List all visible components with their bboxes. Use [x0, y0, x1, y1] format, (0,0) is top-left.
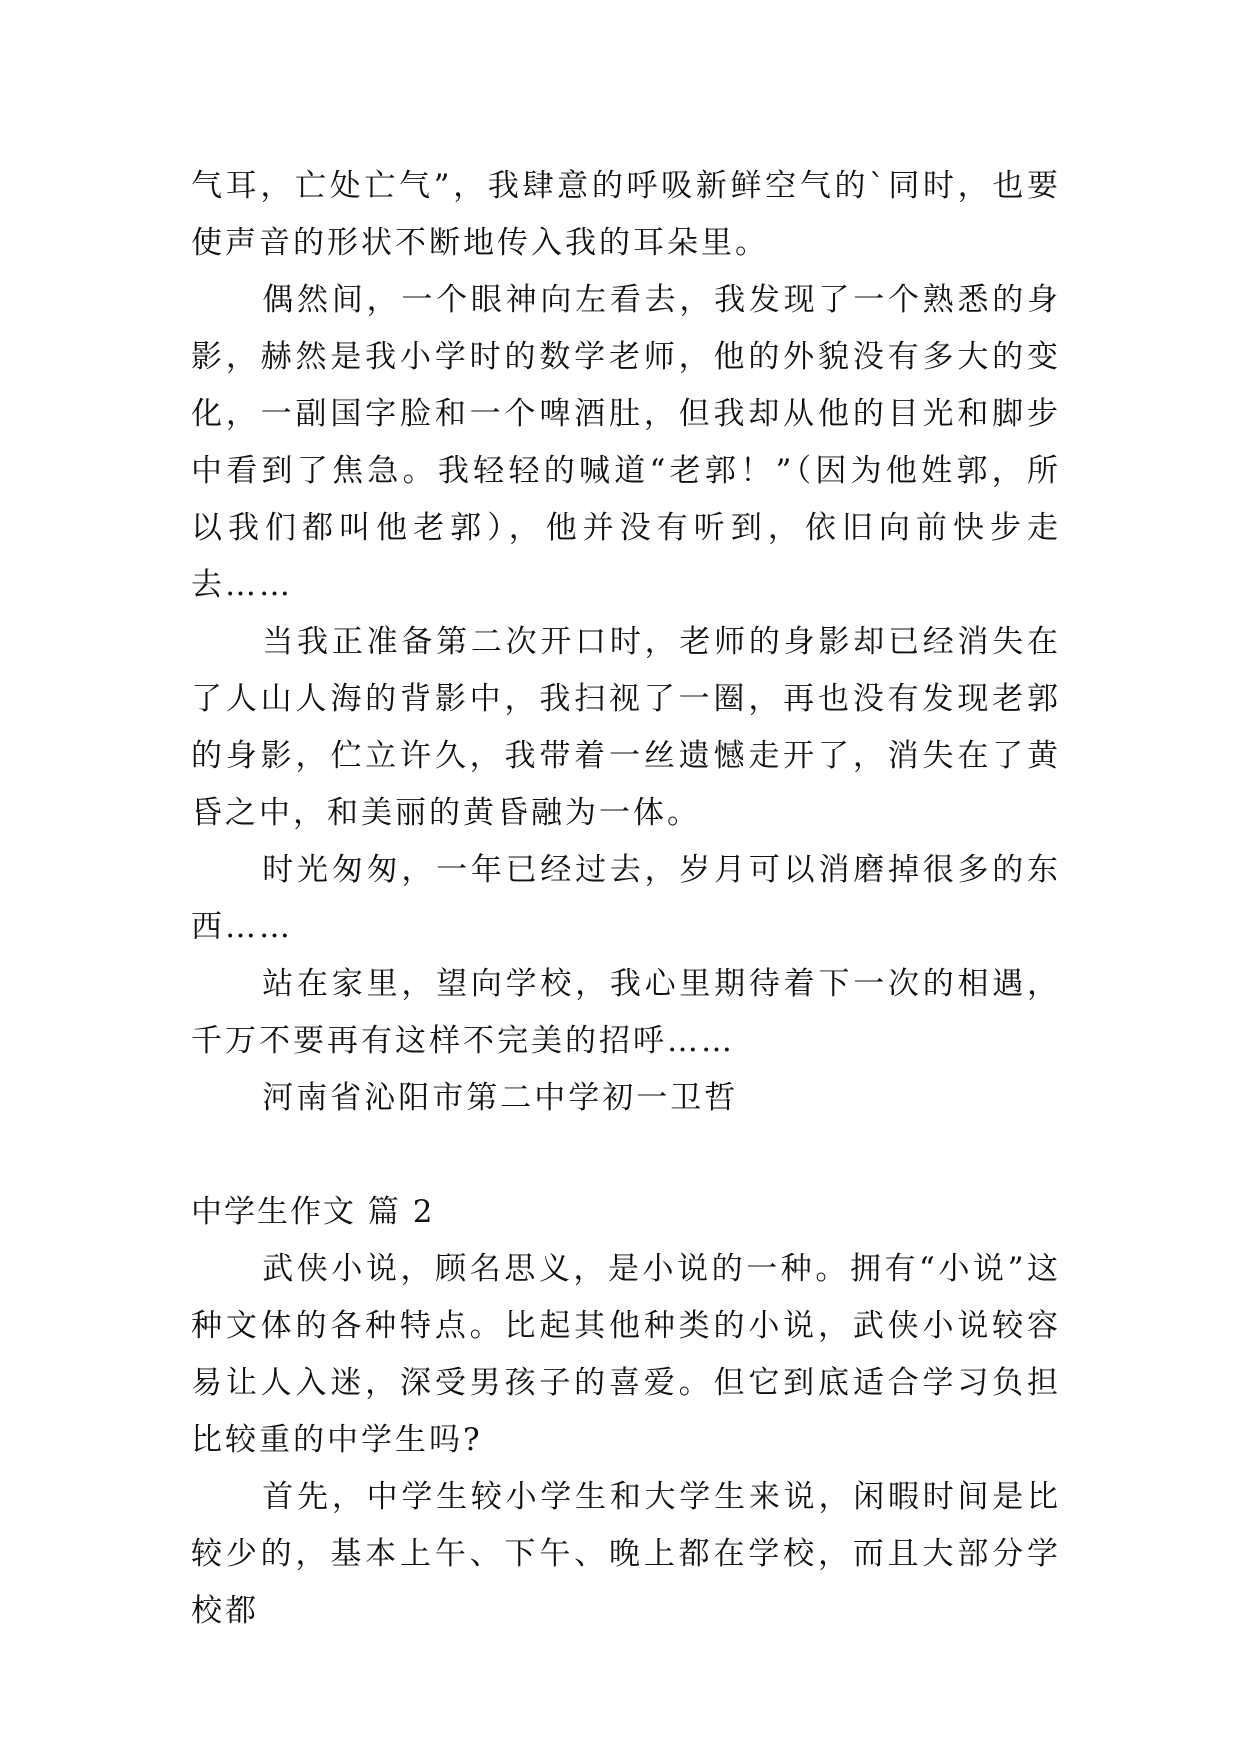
paragraph: 当我正准备第二次开口时，老师的身影却已经消失在了人山人海的背影中，我扫视了一圈，再也没有发现老郭的身影，伫立许久，我带着一丝遗憾走开了，消失在了黄昏之中，和美丽的黄昏融为一体。: [191, 624, 1061, 831]
author-signature: 河南省沁阳市第二中学初一卫哲: [262, 1080, 739, 1116]
paragraph-continuation: 气耳，亡处亡气”，我肆意的呼吸新鲜空气的`同时，也要使声音的形状不断地传入我的耳朵里。: [191, 168, 1061, 261]
paragraph: 武侠小说，顾名思义，是小说的一种。拥有“小说”这种文体的各种特点。比起其他种类的小说，武侠小说较容易让人入迷，深受男孩子的喜爱。但它到底适合学习负担比较重的中学生吗?: [191, 1251, 1061, 1458]
paragraph: 站在家里，望向学校，我心里期待着下一次的相遇，千万不要再有这样不完美的招呼……: [191, 966, 1061, 1059]
section-title: 中学生作文 篇 2: [191, 1194, 435, 1230]
paragraph: 时光匆匆，一年已经过去，岁月可以消磨掉很多的东西……: [191, 852, 1061, 945]
document-body: [191, 158, 1061, 1640]
paragraph: 偶然间，一个眼神向左看去，我发现了一个熟悉的身影，赫然是我小学时的数学老师，他的外貌没有多大的变化，一副国字脸和一个啤酒肚，但我却从他的目光和脚步中看到了焦急。我轻轻的喊道“老郭！”（因为他姓郭，所以我们都叫他老郭），他并没有听到，依旧向前快步走去……: [191, 282, 1061, 603]
paragraph: 首先，中学生较小学生和大学生来说，闲暇时间是比较少的，基本上午、下午、晚上都在学校，而且大部分学校都: [191, 1479, 1061, 1629]
